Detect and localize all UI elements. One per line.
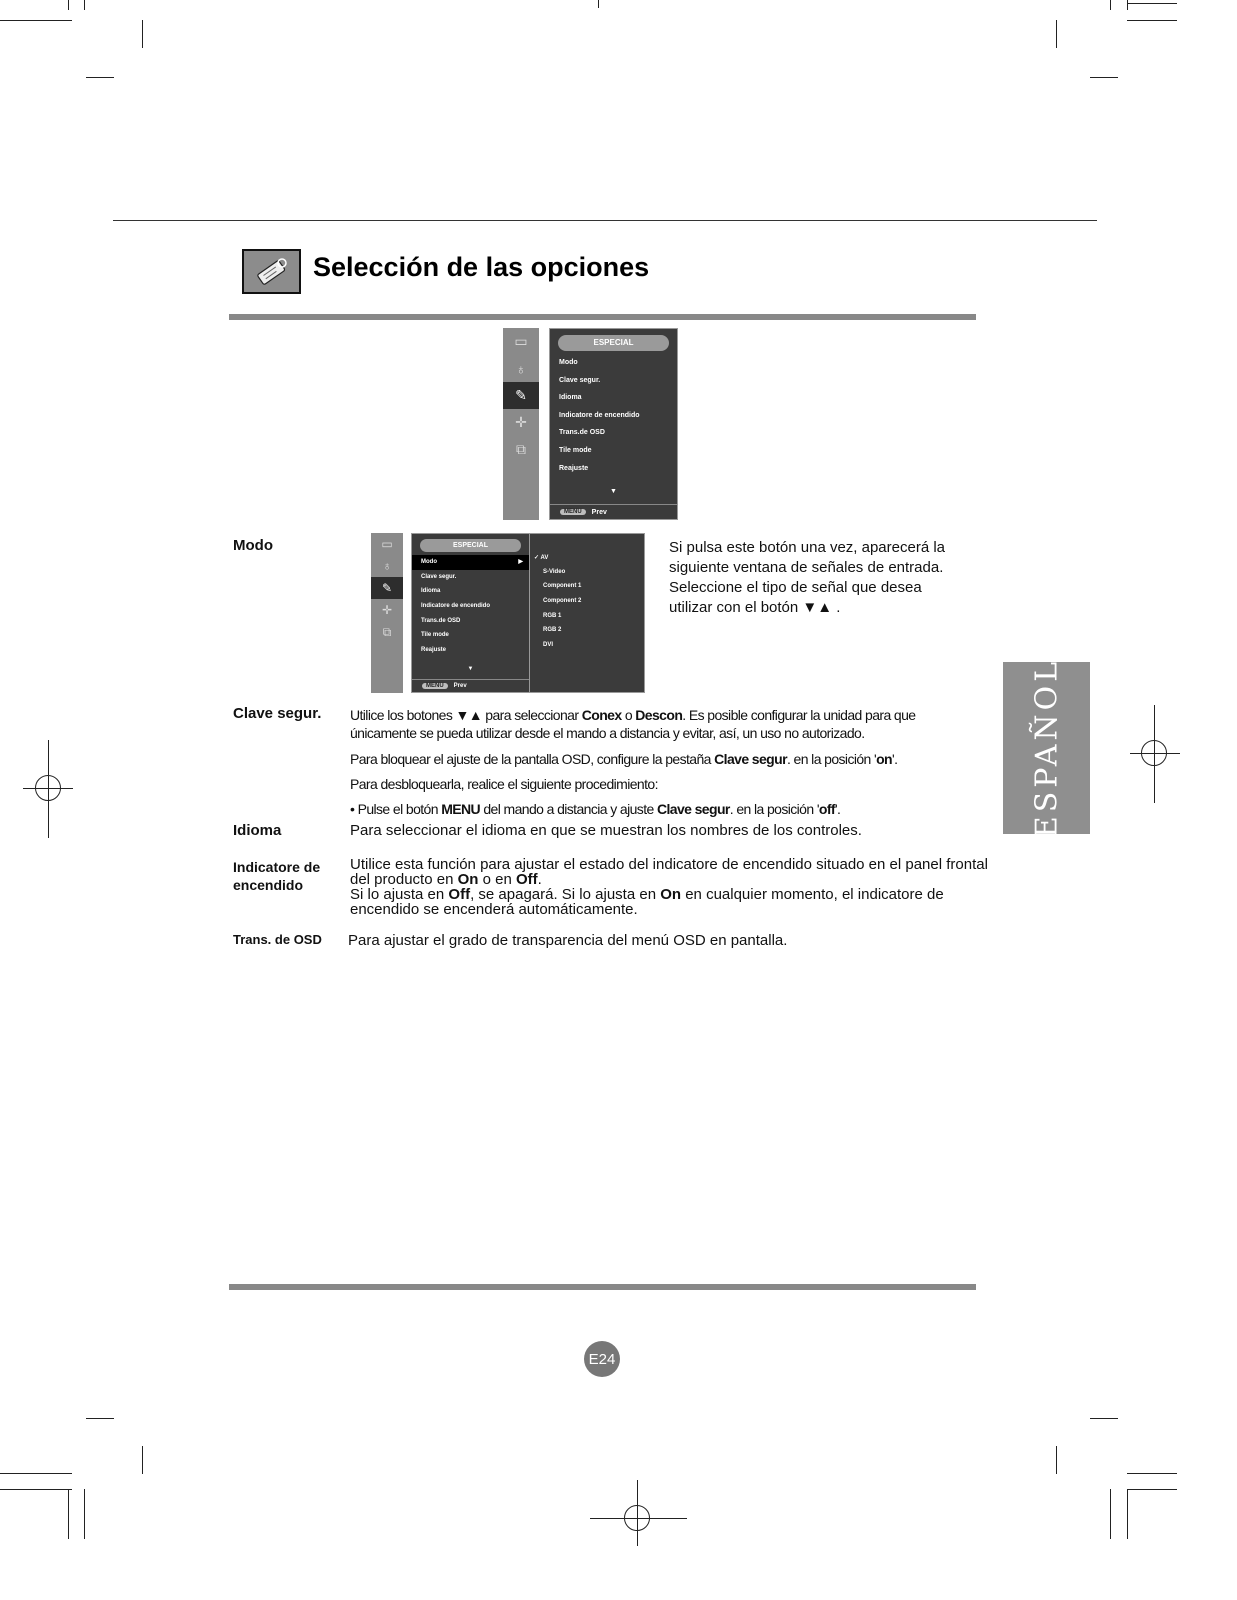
osd-menu [411,533,530,693]
crop-mark [0,1473,72,1474]
submenu-option[interactable]: RGB 1 [543,612,562,619]
crop-mark [598,0,599,8]
footer-rule [229,1284,976,1290]
options-icon: ✎ [503,382,539,409]
osd-menu [549,328,678,520]
check-icon: ✓ [534,555,540,561]
clave-paragraph-1: Utilice los botones ▼▲ para seleccionar Conex o Descon. Es posible configurar la unidad para que únicamente se pueda utilizar desde el mando a distancia y evitar, así, un uso no autorizado. [350,707,916,741]
osd-item[interactable]: Idioma [421,588,441,595]
osd-item[interactable]: Modo [559,359,578,366]
osd-item[interactable]: Clave segur. [559,376,601,384]
tile-icon: ⧉ [516,441,526,457]
label-indicatore: Indicatore de encendido [233,859,321,893]
crop-mark [86,1418,114,1419]
crop-mark [1110,0,1111,10]
title-rule [229,314,976,320]
crop-mark [68,1489,69,1539]
picture-icon: ▭ [381,537,393,551]
crop-mark [142,20,143,48]
submenu-option[interactable]: S-Video [543,568,566,575]
menu-button-label: MENU [422,683,448,689]
osd-item[interactable]: Reajuste [559,464,589,472]
position-icon: ✛ [515,414,527,430]
color-icon: ♁ [382,559,392,573]
osd-header: ESPECIAL [420,539,521,552]
options-section-icon [242,249,301,294]
menu-button-label: MENU [560,509,586,515]
crop-mark [84,1489,85,1539]
osd-item[interactable]: Tile mode [421,632,449,639]
scroll-down-arrow: ▼ [467,666,474,672]
osd-item[interactable]: Trans.de OSD [559,429,605,437]
prev-label: Prev [591,508,607,516]
osd-submenu [530,533,645,693]
crop-mark [0,20,72,21]
crop-mark [1127,20,1177,21]
submenu-option[interactable]: DVI [543,642,554,649]
osd-item[interactable]: Clave segur. [421,573,457,580]
crop-mark [1110,1489,1111,1539]
osd-footer [412,679,529,692]
page-number: E24 [584,1341,620,1377]
osd-item[interactable]: Indicatore de encendido [559,411,640,419]
osd-item[interactable]: Tile mode [559,446,592,454]
options-icon: ✎ [371,577,403,599]
header-rule [113,220,1097,221]
crop-mark [142,1446,143,1474]
idioma-description: Para seleccionar el idioma en que se muestran los nombres de los controles. [350,822,862,839]
position-icon: ✛ [381,603,393,617]
crop-mark [637,1480,638,1546]
label-trans-osd: Trans. de OSD [233,932,322,947]
page-title: Selección de las opciones [313,252,650,282]
osd-item[interactable]: Reajuste [421,647,447,654]
label-clave-segur: Clave segur. [233,705,322,722]
tile-icon: ⧉ [382,624,392,639]
color-icon: ♁ [515,360,527,377]
crop-mark [1056,1446,1057,1474]
crop-mark [1130,753,1180,754]
crop-mark [1127,1489,1128,1539]
crop-mark [68,0,69,10]
indicatore-description: Utilice esta función para ajustar el estado del indicatore de encendido situado en el panel frontal del producto en On o en Off. Si lo ajusta en Off, se apagará. Si lo ajusta en On en cualquier momento, el indicatore de encendido se encenderá automáticamente. [350,856,988,918]
osd-item-label: Modo [421,559,437,565]
osd-icon-bar [503,328,539,520]
prev-label: Prev [453,683,467,689]
crop-mark [48,740,49,838]
modo-description: Si pulsa este botón una vez, aparecerá la siguiente ventana de señales de entrada. Seleccione el tipo de señal que desea utilizar con el botón ▼▲ . [669,539,946,616]
crop-mark [1154,705,1155,803]
label-idioma: Idioma [233,822,282,839]
crop-mark [0,1489,72,1490]
crop-mark [1090,77,1118,78]
crop-mark [1127,0,1128,10]
crop-mark [1090,1418,1118,1419]
osd-item[interactable]: Indicatore de encendido [421,603,491,610]
crop-mark [590,1518,687,1519]
osd-icon-bar [371,533,403,693]
osd-item[interactable]: Idioma [559,394,582,402]
submenu-option[interactable]: Component 2 [543,598,582,605]
scroll-down-arrow: ▼ [610,488,617,495]
osd-footer [550,504,677,519]
crop-mark [1127,1473,1177,1474]
submenu-option-selected[interactable] [534,554,644,569]
clave-paragraph-3: Para desbloquearla, realice el siguiente procedimiento: [350,776,658,792]
clave-paragraph-2: Para bloquear el ajuste de la pantalla OSD, configure la pestaña Clave segur. en la posición 'on'. [350,751,898,767]
crop-mark [1056,20,1057,48]
submenu-option[interactable]: Component 1 [543,583,582,590]
osd-item[interactable]: Trans.de OSD [421,617,461,624]
submenu-option[interactable]: RGB 2 [543,627,562,634]
trans-osd-description: Para ajustar el grado de transparencia del menú OSD en pantalla. [348,932,788,949]
osd-item-selected[interactable] [412,555,529,570]
submenu-arrow-icon: ▶ [518,559,523,565]
crop-mark [1127,1489,1177,1490]
crop-mark [86,77,114,78]
option-label: AV [540,555,549,561]
label-modo: Modo [233,537,273,554]
crop-mark [1127,3,1177,4]
picture-icon: ▭ [514,333,528,349]
clave-paragraph-4: • Pulse el botón MENU del mando a distancia y ajuste Clave segur. en la posición 'off'. [350,801,841,817]
crop-mark [84,0,85,10]
osd-header: ESPECIAL [558,335,669,351]
language-tab-label: ESPAÑOL [1029,657,1064,839]
language-tab [1003,657,1090,839]
